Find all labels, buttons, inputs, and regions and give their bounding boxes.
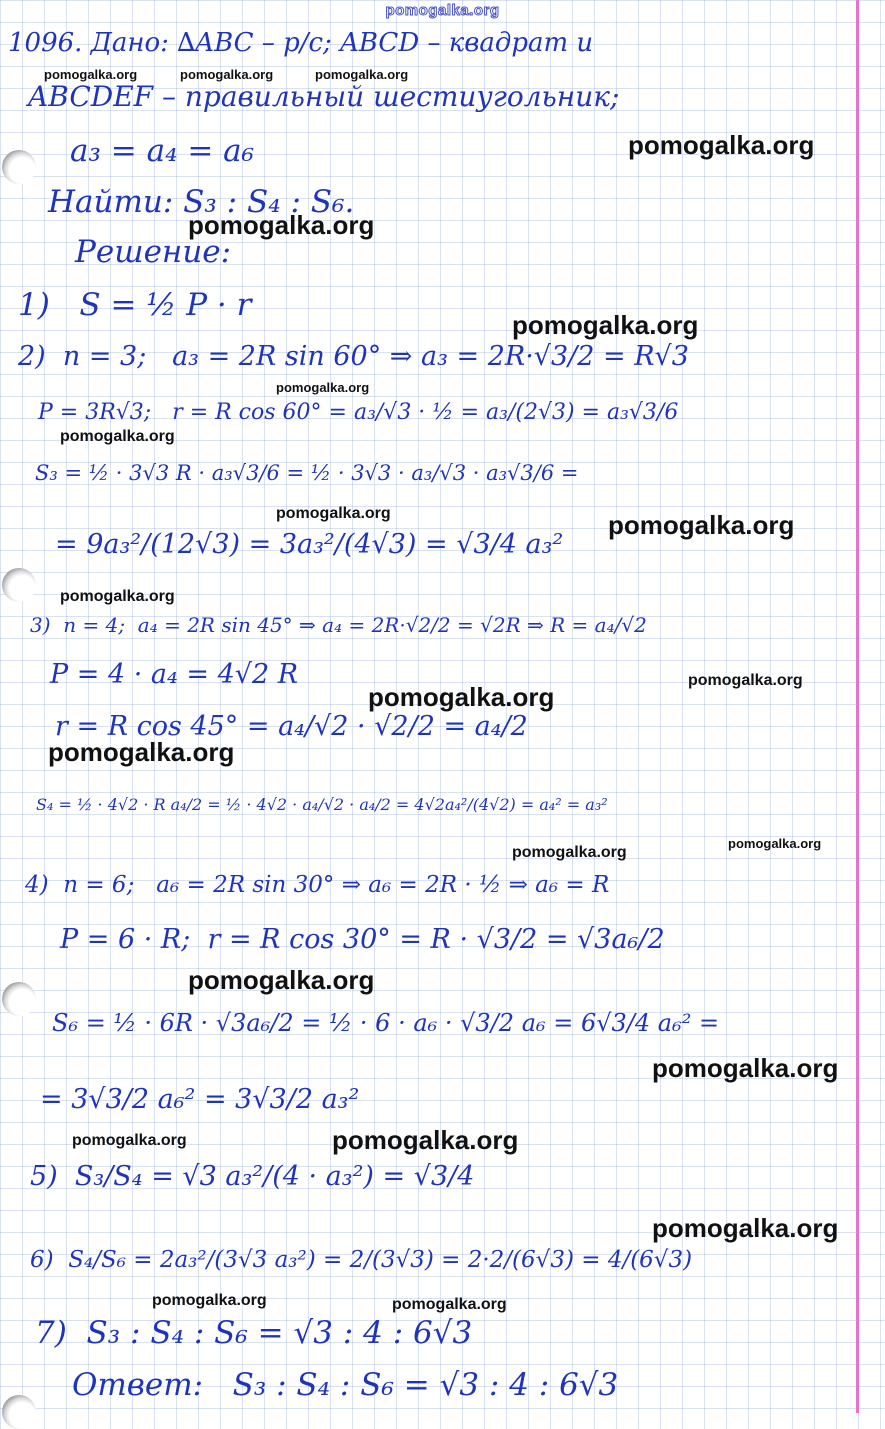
watermark: pomogalka.org bbox=[188, 965, 375, 995]
step-2-perimeter: P = 3R√3; r = R cos 60° = a₃/√3 · ½ = a₃/(2√3) = a₃√3/6 bbox=[38, 400, 679, 425]
step-2-area: S₃ = ½ · 3√3 R · a₃√3/6 = ½ · 3√3 · a₃/√3 · a₃√3/6 = bbox=[35, 461, 579, 485]
watermark: pomogalka.org bbox=[188, 210, 375, 240]
watermark: pomogalka.org bbox=[688, 672, 803, 689]
step-3-side: 3) n = 4; a₄ = 2R sin 45° ⇒ a₄ = 2R·√2/2 = √2R ⇒ R = a₄/√2 bbox=[30, 613, 647, 637]
step-2-side: 2) n = 3; a₃ = 2R sin 60° ⇒ a₃ = 2R·√3/2 = R√3 bbox=[18, 341, 689, 372]
watermark: pomogalka.org bbox=[44, 67, 138, 82]
find-line: Найти: S₃ : S₄ : S₆. bbox=[48, 184, 355, 220]
punch-hole bbox=[2, 982, 36, 1016]
watermark: pomogalka.org bbox=[652, 1213, 839, 1243]
step-3-radius: r = R cos 45° = a₄/√2 · √2/2 = a₄/2 bbox=[55, 711, 528, 742]
watermark: pomogalka.org bbox=[48, 737, 235, 767]
answer-line: Ответ: S₃ : S₄ : S₆ = √3 : 4 : 6√3 bbox=[72, 1367, 619, 1403]
watermark: pomogalka.org bbox=[180, 67, 274, 82]
watermark: pomogalka.org bbox=[276, 505, 391, 522]
watermark: pomogalka.org bbox=[60, 428, 175, 445]
punch-hole bbox=[2, 150, 36, 184]
step-3-area: S₄ = ½ · 4√2 · R a₄/2 = ½ · 4√2 · a₄/√2 · a₄/2 = 4√2a₄²/(4√2) = a₄² = a₃² bbox=[36, 795, 608, 814]
punch-hole bbox=[2, 568, 36, 602]
watermark: pomogalka.org bbox=[512, 844, 627, 861]
given-line-1: 1096. Дано: ∆ABC – р/с; ABCD – квадрат и bbox=[8, 28, 594, 58]
watermark: pomogalka.org bbox=[332, 1125, 519, 1155]
step-7: 7) S₃ : S₄ : S₆ = √3 : 4 : 6√3 bbox=[35, 1315, 473, 1351]
watermark: pomogalka.org bbox=[152, 1292, 267, 1309]
watermark: pomogalka.org bbox=[608, 510, 795, 540]
step-5: 5) S₃/S₄ = √3 a₃²/(4 · a₃²) = √3/4 bbox=[30, 1161, 475, 1192]
site-header: pomogalka.org bbox=[385, 2, 500, 19]
solution-heading: Решение: bbox=[75, 234, 232, 270]
given-line-2: ABCDEF – правильный шестиугольник; bbox=[28, 80, 620, 113]
watermark: pomogalka.org bbox=[512, 310, 699, 340]
step-4-area-result: = 3√3/2 a₆² = 3√3/2 a₃² bbox=[40, 1084, 360, 1115]
step-4-side: 4) n = 6; a₆ = 2R sin 30° ⇒ a₆ = 2R · ½ ⇒ a₆ = R bbox=[25, 872, 610, 898]
step-4-area: S₆ = ½ · 6R · √3a₆/2 = ½ · 6 · a₆ · √3/2 a₆ = 6√3/4 a₆² = bbox=[52, 1009, 720, 1037]
watermark: pomogalka.org bbox=[315, 67, 409, 82]
step-2-area-result: = 9a₃²/(12√3) = 3a₃²/(4√3) = √3/4 a₃² bbox=[55, 529, 564, 560]
punch-hole bbox=[2, 1395, 36, 1429]
watermark: pomogalka.org bbox=[392, 1296, 507, 1313]
step-1: 1) S = ½ P · r bbox=[18, 287, 252, 323]
watermark: pomogalka.org bbox=[628, 130, 815, 160]
watermark: pomogalka.org bbox=[60, 588, 175, 605]
watermark: pomogalka.org bbox=[276, 380, 370, 395]
watermark: pomogalka.org bbox=[652, 1053, 839, 1083]
watermark: pomogalka.org bbox=[728, 836, 822, 851]
step-4-perimeter: P = 6 · R; r = R cos 30° = R · √3/2 = √3a₆/2 bbox=[60, 924, 665, 955]
step-6: 6) S₄/S₆ = 2a₃²/(3√3 a₃²) = 2/(3√3) = 2·2/(6√3) = 4/(6√3) bbox=[30, 1247, 693, 1273]
watermark: pomogalka.org bbox=[368, 682, 555, 712]
given-equal-sides: a₃ = a₄ = a₆ bbox=[70, 133, 255, 169]
margin-line bbox=[856, 0, 859, 1413]
step-3-perimeter: P = 4 · a₄ = 4√2 R bbox=[50, 659, 299, 690]
watermark: pomogalka.org bbox=[72, 1132, 187, 1149]
